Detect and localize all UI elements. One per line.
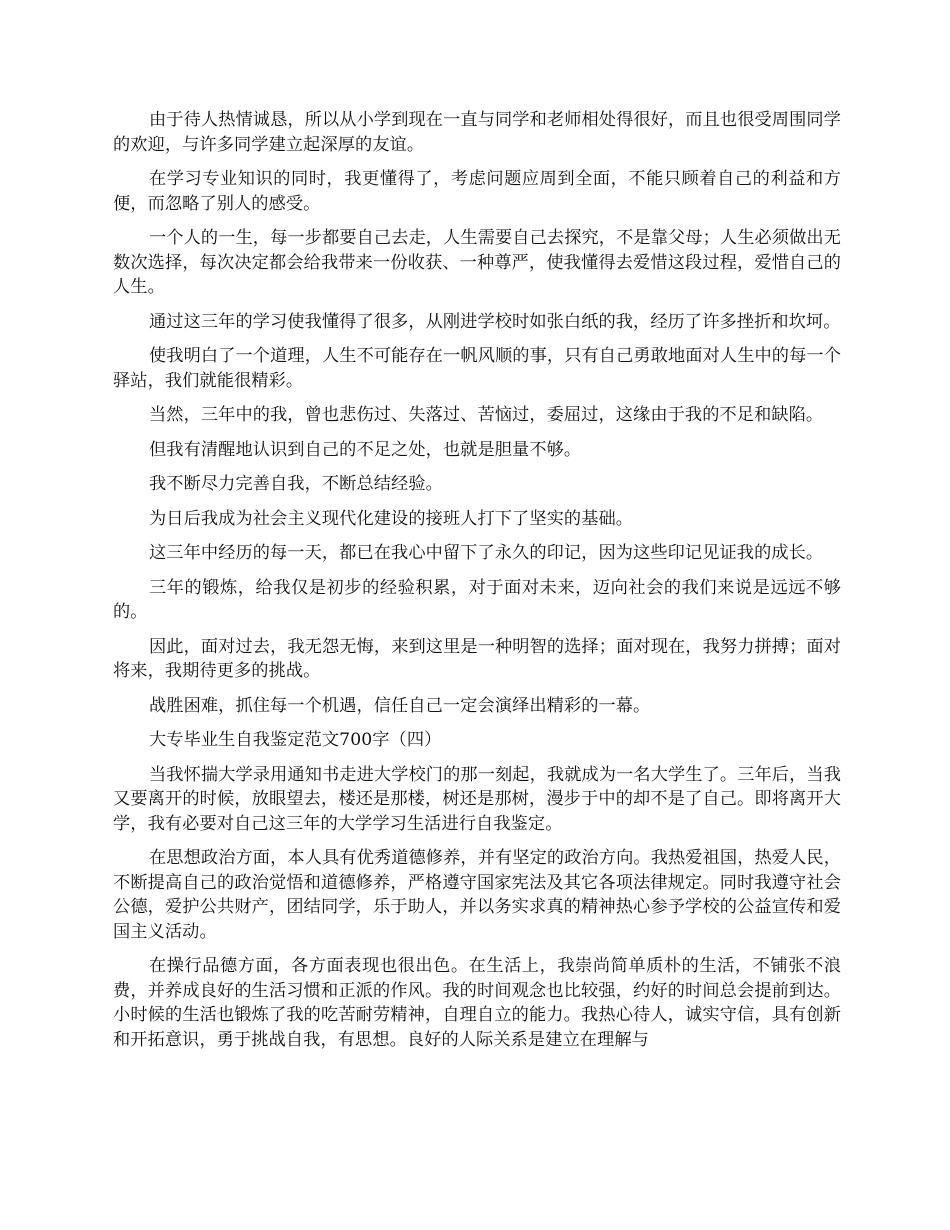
paragraph: 一个人的一生，每一步都要自己去走，人生需要自己去探究，不是靠父母；人生必须做出无数次选择，每次决定都会给我带来一份收获、一种尊严，使我懂得去爱惜这段过程，爱惜自己的人生。 [113, 228, 841, 297]
paragraph: 当然，三年中的我，曾也悲伤过、失落过、苦恼过，委屈过，这缘由于我的不足和缺陷。 [149, 405, 824, 425]
paragraph: 通过这三年的学习使我懂得了很多，从刚进学校时如张白纸的我，经历了许多挫折和坎坷。 [149, 311, 841, 332]
paragraph: 为日后我成为社会主义现代化建设的接班人打下了坚实的基础。 [149, 508, 634, 529]
paragraph: 这三年中经历的每一天，都已在我心中留下了永久的印记，因为这些印记见证我的成长。 [149, 543, 824, 563]
paragraph: 在操行品德方面，各方面表现也很出色。在生活上，我崇尚简单质朴的生活，不铺张不浪费，并养成良好的生活习惯和正派的作风。我的时间观念也比较强，约好的时间总会提前到达。小时候的生活也锻炼了我的吃苦耐劳精神，自理自立的能力。我热心待人，诚实守信，具有创新和开拓意识，勇于挑战自我，有思想。良好的人际关系是建立在理解与 [113, 956, 841, 1050]
section-heading: 大专毕业生自我鉴定范文700字（四） [149, 730, 442, 750]
paragraph: 当我怀揣大学录用通知书走进大学校门的那一刻起，我就成为一名大学生了。三年后，当我又要离开的时候，放眼望去，楼还是那楼，树还是那树，漫步于中的却不是了自己。即将离开大学，我有必要对自己这三年的大学学习生活进行自我鉴定。 [113, 764, 841, 834]
paragraph: 在思想政治方面，本人具有优秀道德修养，并有坚定的政治方向。我热爱祖国，热爱人民，不断提高自己的政治觉悟和道德修养，严格遵守国家宪法及其它各项法律规定。同时我遵守社会公德，爱护公共财产，团结同学，乐于助人，并以务实求真的精神热心参予学校的公益宣传和爱国主义活动。 [113, 848, 841, 942]
document-page [113, 108, 841, 1062]
paragraph: 我不断尽力完善自我，不断总结经验。 [149, 474, 443, 494]
paragraph: 三年的锻炼，给我仅是初步的经验积累，对于面对未来，迈向社会的我们来说是远远不够的。 [113, 577, 841, 622]
paragraph: 因此，面对过去，我无怨无悔，来到这里是一种明智的选择；面对现在，我努力拼搏；面对将来，我期待更多的挑战。 [113, 636, 841, 681]
paragraph: 但我有清醒地认识到自己的不足之处，也就是胆量不够。 [149, 439, 582, 460]
paragraph: 由于待人热情诚恳，所以从小学到现在一直与同学和老师相处得很好，而且也很受周围同学的欢迎，与许多同学建立起深厚的友谊。 [113, 110, 841, 155]
paragraph: 战胜困难，抓住每一个机遇，信任自己一定会演绎出精彩的一幕。 [149, 695, 651, 716]
paragraph: 在学习专业知识的同时，我更懂得了，考虑问题应周到全面，不能只顾着自己的利益和方便，而忽略了别人的感受。 [113, 169, 841, 214]
paragraph: 使我明白了一个道理，人生不可能存在一帆风顺的事，只有自己勇敢地面对人生中的每一个驿站，我们就能很精彩。 [113, 346, 841, 391]
